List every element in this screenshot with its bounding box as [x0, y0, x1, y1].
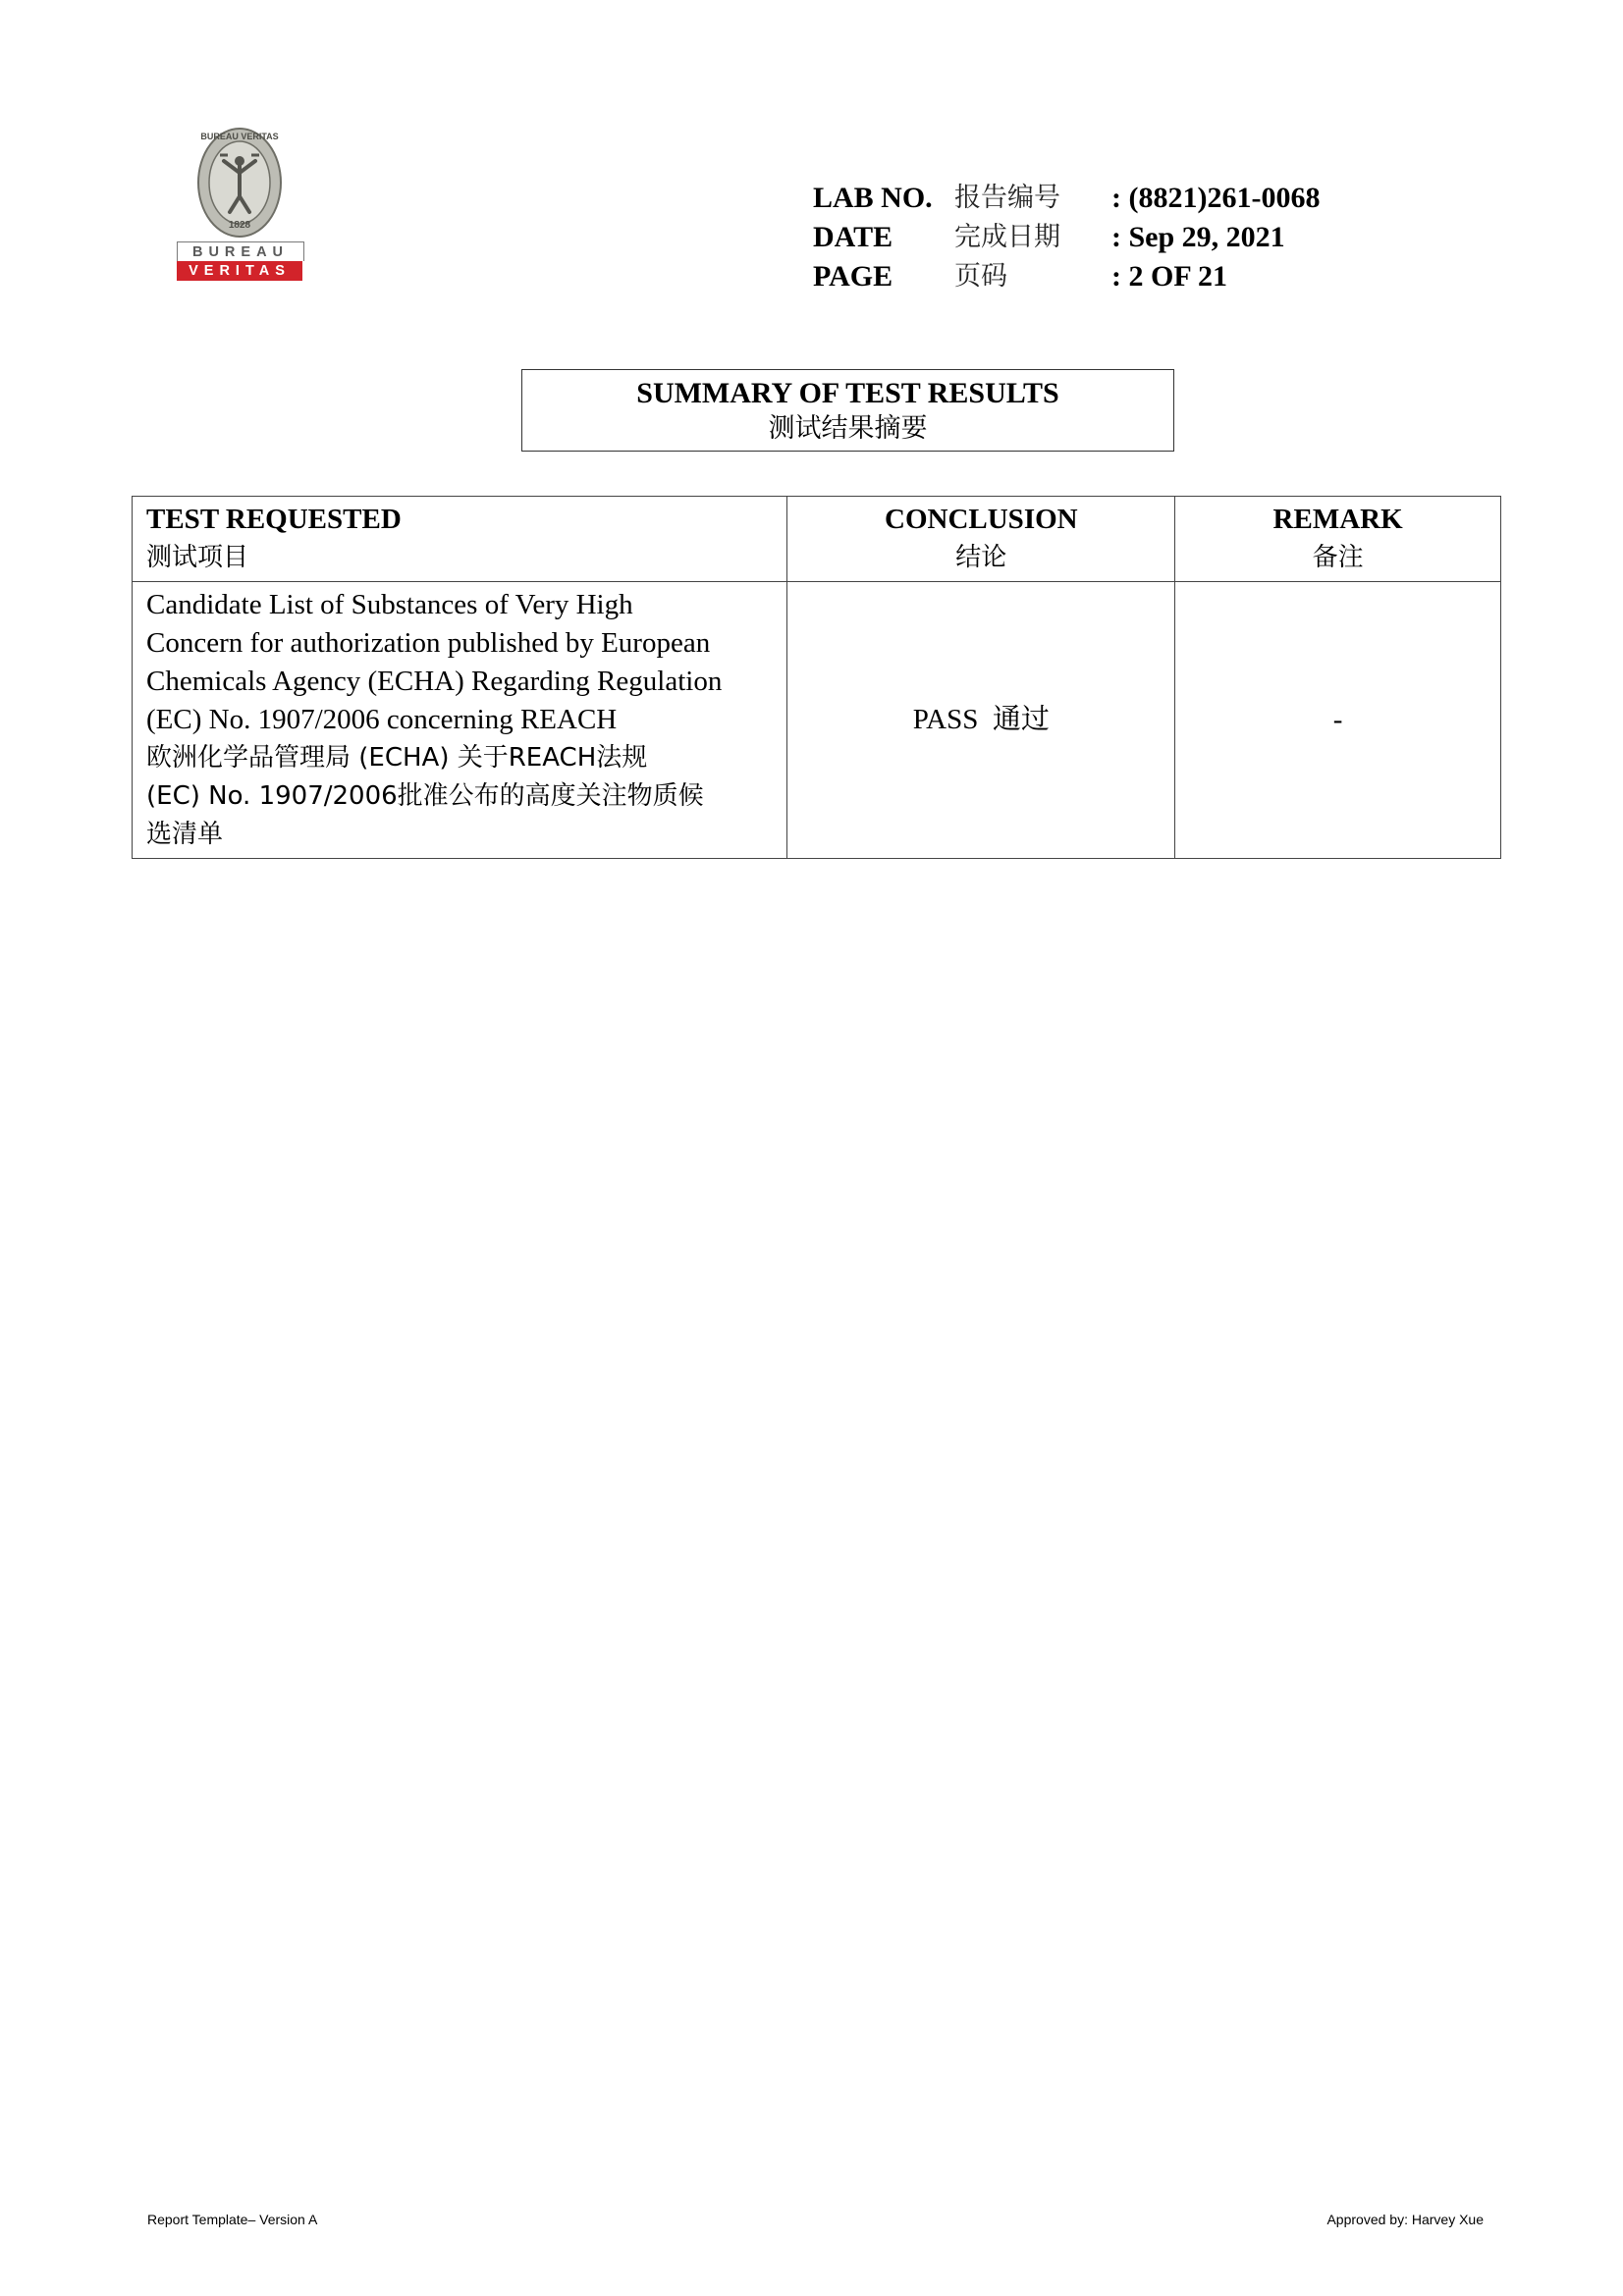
meta-value: : (8821)261-0068 — [1111, 182, 1321, 214]
test-line: Chemicals Agency (ECHA) Regarding Regulation — [146, 666, 723, 697]
svg-text:BUREAU VERITAS: BUREAU VERITAS — [200, 132, 279, 141]
meta-value: : 2 OF 21 — [1111, 260, 1228, 293]
header-label: TEST REQUESTED — [146, 504, 402, 535]
table-header-row — [133, 497, 1501, 582]
meta-key: DATE — [813, 221, 893, 253]
header-label-zh: 结论 — [955, 543, 1007, 572]
test-line: Concern for authorization published by European — [146, 627, 711, 659]
cell-remark — [1175, 582, 1501, 859]
summary-title: SUMMARY OF TEST RESULTS — [636, 377, 1059, 409]
summary-title-box — [521, 369, 1174, 452]
seal-year: 1828 — [228, 220, 251, 231]
results-table — [132, 496, 1501, 859]
meta-key: LAB NO. — [813, 182, 933, 214]
remark-value: - — [1332, 704, 1343, 735]
header-label: CONCLUSION — [885, 504, 1078, 535]
meta-row-page — [813, 257, 1320, 296]
header-conclusion — [787, 497, 1175, 582]
meta-key: PAGE — [813, 260, 893, 293]
cell-conclusion — [787, 582, 1175, 859]
logo-band-top: BUREAU — [177, 241, 304, 261]
footer-template-version: Report Template– Version A — [147, 2212, 318, 2227]
test-line: Candidate List of Substances of Very High — [146, 589, 633, 620]
report-meta — [813, 179, 1320, 296]
meta-key-zh: 页码 — [954, 261, 1007, 292]
meta-row-date — [813, 218, 1320, 257]
footer-approved-by: Approved by: Harvey Xue — [1326, 2212, 1484, 2227]
header-label-zh: 备注 — [1312, 543, 1364, 572]
summary-title-zh: 测试结果摘要 — [768, 413, 928, 444]
table-row — [133, 582, 1501, 859]
meta-value: : Sep 29, 2021 — [1111, 221, 1285, 253]
meta-row-lab-no — [813, 179, 1320, 218]
header-test-requested — [133, 497, 787, 582]
test-line: (EC) No. 1907/2006 concerning REACH — [146, 704, 618, 735]
bureau-veritas-logo — [177, 126, 304, 281]
cell-test-requested — [133, 582, 787, 859]
meta-key-zh: 报告编号 — [954, 183, 1060, 213]
test-line-zh: (EC) No. 1907/2006批准公布的高度关注物质候 — [146, 781, 704, 811]
header-label: REMARK — [1272, 504, 1403, 535]
seal-icon — [177, 126, 302, 241]
conclusion-value: PASS 通过 — [912, 704, 1050, 735]
header-remark — [1175, 497, 1501, 582]
meta-key-zh: 完成日期 — [954, 222, 1060, 252]
logo-band-bottom: VERITAS — [177, 261, 302, 281]
header-label-zh: 测试项目 — [146, 543, 249, 572]
test-line-zh: 欧洲化学品管理局 (ECHA) 关于REACH法规 — [146, 743, 648, 773]
test-line-zh: 选清单 — [146, 820, 224, 849]
